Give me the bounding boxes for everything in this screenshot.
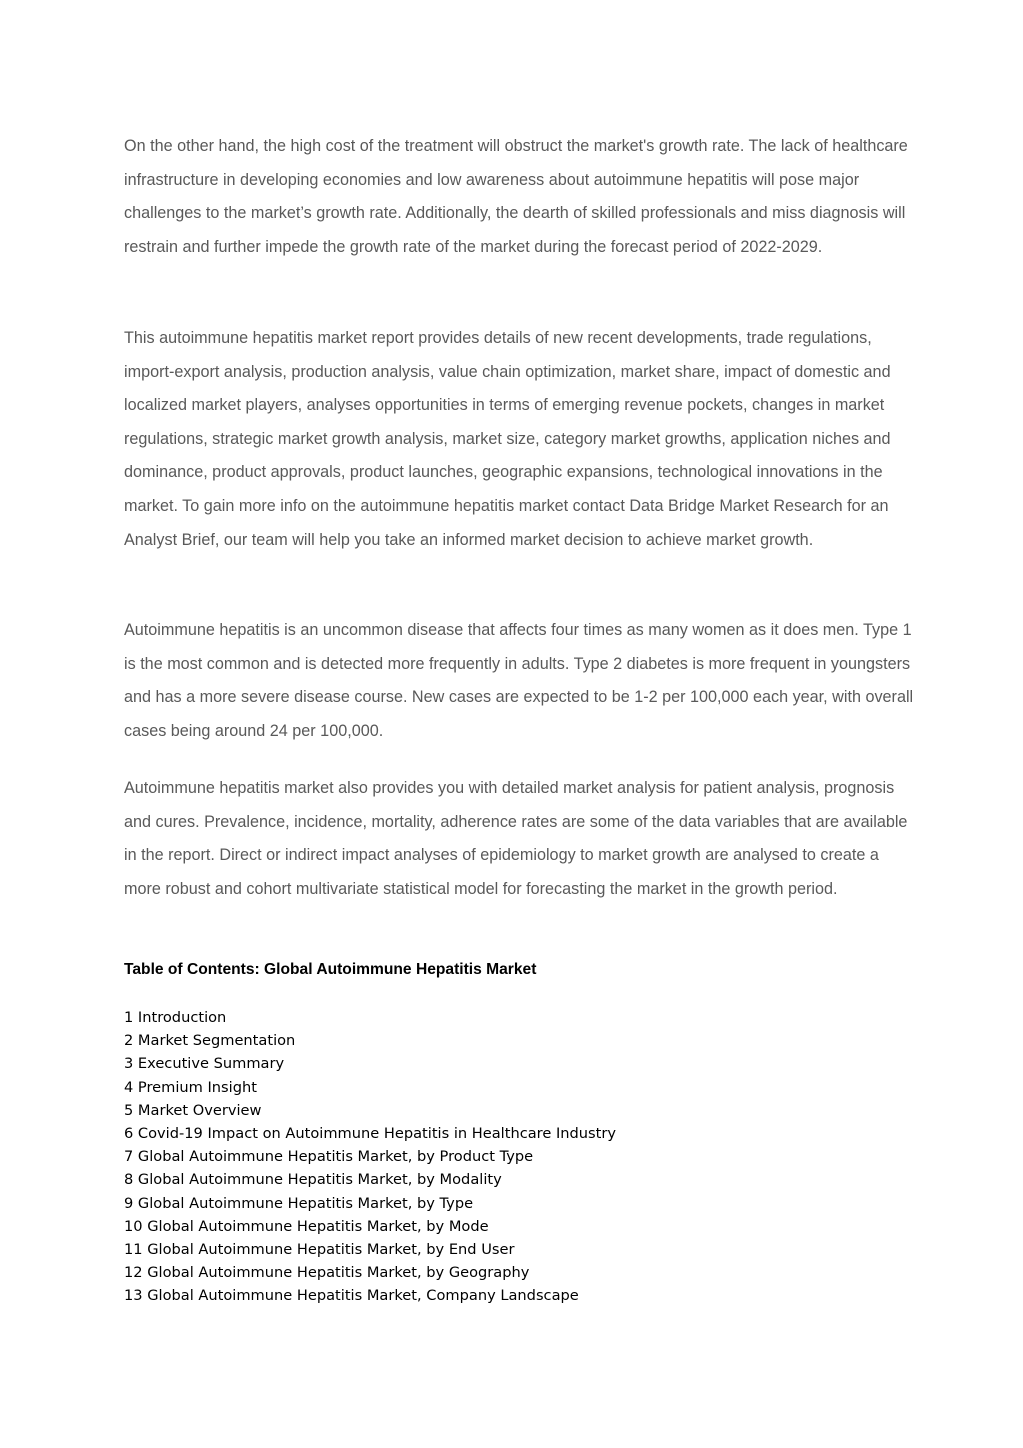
toc-item: 3 Executive Summary [124, 1055, 285, 1073]
toc-list [124, 1006, 616, 1308]
toc-item: 8 Global Autoimmune Hepatitis Market, by Modality [124, 1171, 502, 1189]
toc-item: 4 Premium Insight [124, 1078, 257, 1096]
toc-item: 9 Global Autoimmune Hepatitis Market, by Type [124, 1194, 474, 1212]
toc-item: 10 Global Autoimmune Hepatitis Market, by Mode [124, 1217, 489, 1235]
toc-item: 12 Global Autoimmune Hepatitis Market, by Geography [124, 1264, 530, 1282]
toc-item: 6 Covid-19 Impact on Autoimmune Hepatitis in Healthcare Industry [124, 1125, 616, 1143]
toc-item: 7 Global Autoimmune Hepatitis Market, by Product Type [124, 1148, 534, 1166]
paragraph-epidemiology: Autoimmune hepatitis market also provides you with detailed market analysis for patient analysis, prognosis and cures. Prevalence, incidence, mortality, adherence rates are some of the data variables that are available in the report. Direct or indirect impact analyses of epidemiology to market growth are analysed to create a more robust and cohort multivariate statistical model for forecasting the market in the growth period. [124, 779, 908, 898]
toc-item: 13 Global Autoimmune Hepatitis Market, Company Landscape [124, 1287, 579, 1305]
toc-item: 5 Market Overview [124, 1101, 262, 1119]
toc-item: 11 Global Autoimmune Hepatitis Market, by End User [124, 1241, 515, 1259]
toc-item: 1 Introduction [124, 1009, 227, 1026]
toc-heading: Table of Contents: Global Autoimmune Hepatitis Market [124, 961, 537, 978]
toc-item: 2 Market Segmentation [124, 1032, 296, 1050]
paragraph-market-restraints: On the other hand, the high cost of the treatment will obstruct the market's growth rate. The lack of healthcare infrastructure in developing economies and low awareness about autoimmune hepatitis will pose major challenges to the market’s growth rate. Additionally, the dearth of skilled professionals and miss diagnosis will restrain and further impede the growth rate of the market during the forecast period of 2022-2029. [124, 137, 908, 256]
paragraph-report-details: This autoimmune hepatitis market report provides details of new recent developments, trade regulations, import-export analysis, production analysis, value chain optimization, market share, impact of domestic and localized market players, analyses opportunities in terms of emerging revenue pockets, changes in market regulations, strategic market growth analysis, market size, category market growths, application niches and dominance, product approvals, product launches, geographic expansions, technological innovations in the market. To gain more info on the autoimmune hepatitis market contact Data Bridge Market Research for an Analyst Brief, our team will help you take an informed market decision to achieve market growth. [124, 329, 891, 549]
paragraph-disease-overview: Autoimmune hepatitis is an uncommon disease that affects four times as many women as it does men. Type 1 is the most common and is detected more frequently in adults. Type 2 diabetes is more frequent in youngsters and has a more severe disease course. New cases are expected to be 1-2 per 100,000 each year, with overall cases being around 24 per 100,000. [124, 621, 914, 740]
